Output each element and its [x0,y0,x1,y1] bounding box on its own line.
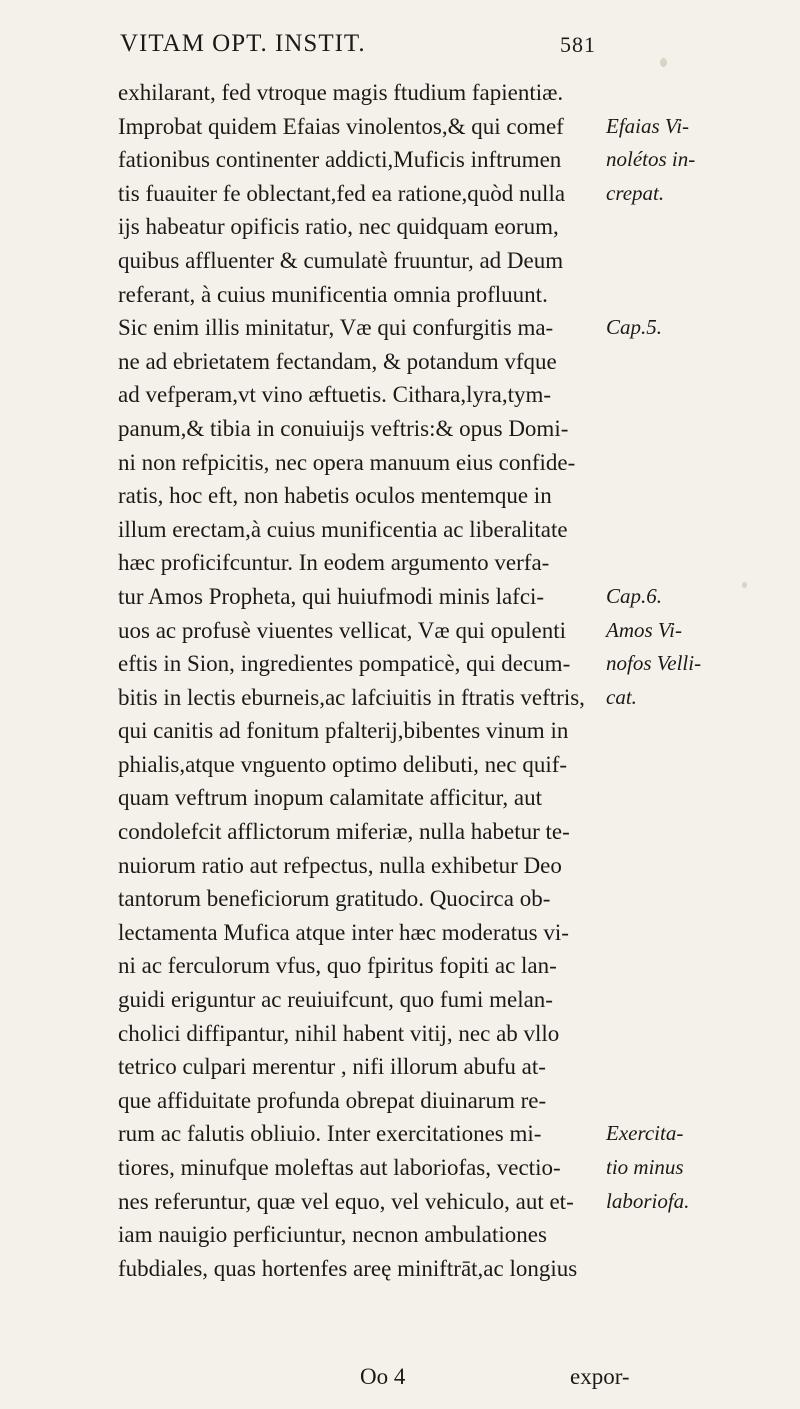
text-line: cholici diffipantur, nihil habent vitij, nec ab vllo [118,1020,560,1046]
margin-note-line [606,513,796,547]
text-line: quibus affluenter & cumulatè fruuntur, ad Deum [118,247,564,273]
text-line: ijs habeatur opificis ratio, nec quidquam eorum, [118,214,559,240]
margin-note-line [606,849,796,883]
main-text-column [118,76,598,1285]
text-line: ad vefperam,vt vino æftuetis. Cithara,lyra,tym- [118,382,552,408]
text-line: illum erectam,à cuius munificentia ac liberalitate [118,516,568,542]
margin-note-line [606,714,796,748]
text-line: que affiduitate profunda obrepat diuinarum re- [118,1087,547,1113]
text-line: hæc proficifcuntur. In eodem argumento verfa- [118,550,550,576]
text-line: Sic enim illis minitatur, Væ qui confurgitis ma- [118,315,554,341]
margin-note-line: Cap.5. [606,315,663,340]
catchword: expor- [570,1364,630,1389]
margin-note-line: Cap.6. [606,583,663,608]
text-line: rum ac falutis obliuio. Inter exercitationes mi- [118,1121,542,1147]
margin-note-line: Exercita- [606,1121,684,1146]
text-line: tetrico culpari merentur , nifi illorum abufu at- [118,1054,546,1080]
paper-spot [742,582,747,588]
margin-note-line: cat. [606,684,637,709]
margin-note-line [606,882,796,916]
text-line: tis fuauiter fe oblectant,fed ea ratione,quòd nulla [118,180,566,206]
paper-spot [660,58,667,67]
margin-note-line [606,983,796,1017]
margin-note-line: laboriofa. [606,1188,690,1213]
text-line: ne ad ebrietatem fectandam, & potandum vfque [118,348,557,374]
text-line: guidi eriguntur ac reuiuifcunt, quo fumi melan- [118,987,553,1013]
margin-note-line: nofos Velli- [606,651,702,676]
margin-note-line [606,244,796,278]
text-line: Improbat quidem Efaias vinolentos,& qui comef [118,113,564,139]
margin-note-line [606,1084,796,1118]
page-number: 581 [560,32,596,57]
text-line: tur Amos Propheta, qui huiufmodi minis lafci- [118,583,545,609]
margin-note-line [606,76,796,110]
margin-note-line [606,479,796,513]
margin-note-line [606,781,796,815]
margin-note-line [606,916,796,950]
margin-note-line [606,815,796,849]
signature-mark: Oo 4 [360,1364,406,1389]
text-line: nes referuntur, quæ vel equo, vel vehiculo, aut et- [118,1188,574,1214]
margin-note-line [606,1050,796,1084]
text-line: eftis in Sion, ingredientes pompaticè, qui decum- [118,651,571,677]
text-line: quam veftrum inopum calamitate afficitur, aut [118,785,543,811]
text-line: qui canitis ad fonitum pfalterij,bibentes vinum in [118,718,569,744]
text-line: bitis in lectis eburneis,ac lafciuitis in ftratis veftris, [118,684,585,710]
text-line: ratis, hoc eft, non habetis oculos mentemque in [118,483,552,509]
text-line: condolefcit afflictorum miferiæ, nulla habetur te- [118,819,570,845]
text-line: uos ac profusè viuentes vellicat, Væ qui opulenti [118,617,566,643]
text-line: fubdiales, quas hortenfes areę miniftrāt,ac longius [118,1255,578,1281]
margin-note-line [606,446,796,480]
margin-note-line [606,412,796,446]
text-line: exhilarant, fed vtroque magis ftudium fapientiæ. [118,80,564,105]
margin-note-line: Efaias Vi- [606,113,690,138]
margin-note-line [606,210,796,244]
margin-note-line: tio minus [606,1155,684,1179]
marginal-notes [606,76,796,1218]
margin-note-line: crepat. [606,180,665,205]
margin-note-line [606,278,796,312]
margin-note-line [606,345,796,379]
text-line: ni non refpicitis, nec opera manuum eius confide- [118,449,576,475]
margin-note-line [606,748,796,782]
text-line: iam nauigio perficiuntur, necnon ambulationes [118,1222,547,1248]
margin-note-line [606,546,796,580]
margin-note-line: nolétos in- [606,147,696,172]
text-line: tiores, minufque moleftas aut laboriofas, vectio- [118,1155,561,1180]
margin-note-line [606,1017,796,1051]
text-line: tantorum beneficiorum gratitudo. Quocirca ob- [118,886,551,912]
running-title: VITAM OPT. INSTIT. [120,30,366,57]
running-header [120,30,720,70]
text-line: panum,& tibia in conuiuijs veftris:& opus Domi- [118,415,569,441]
text-line: fationibus continenter addicti,Muficis inftrumen [118,147,562,173]
margin-note-line [606,378,796,412]
text-line: phialis,atque vnguento optimo delibuti, nec quif- [118,751,568,777]
margin-note-line: Amos Vi- [606,617,683,642]
text-line: lectamenta Mufica atque inter hæc moderatus vi- [118,919,569,945]
margin-note-line [606,949,796,983]
text-line: ni ac ferculorum vfus, quo fpiritus fopiti ac lan- [118,953,557,979]
text-line: referant, à cuius munificentia omnia profluunt. [118,281,548,307]
text-line: nuiorum ratio aut refpectus, nulla exhibetur Deo [118,852,562,878]
